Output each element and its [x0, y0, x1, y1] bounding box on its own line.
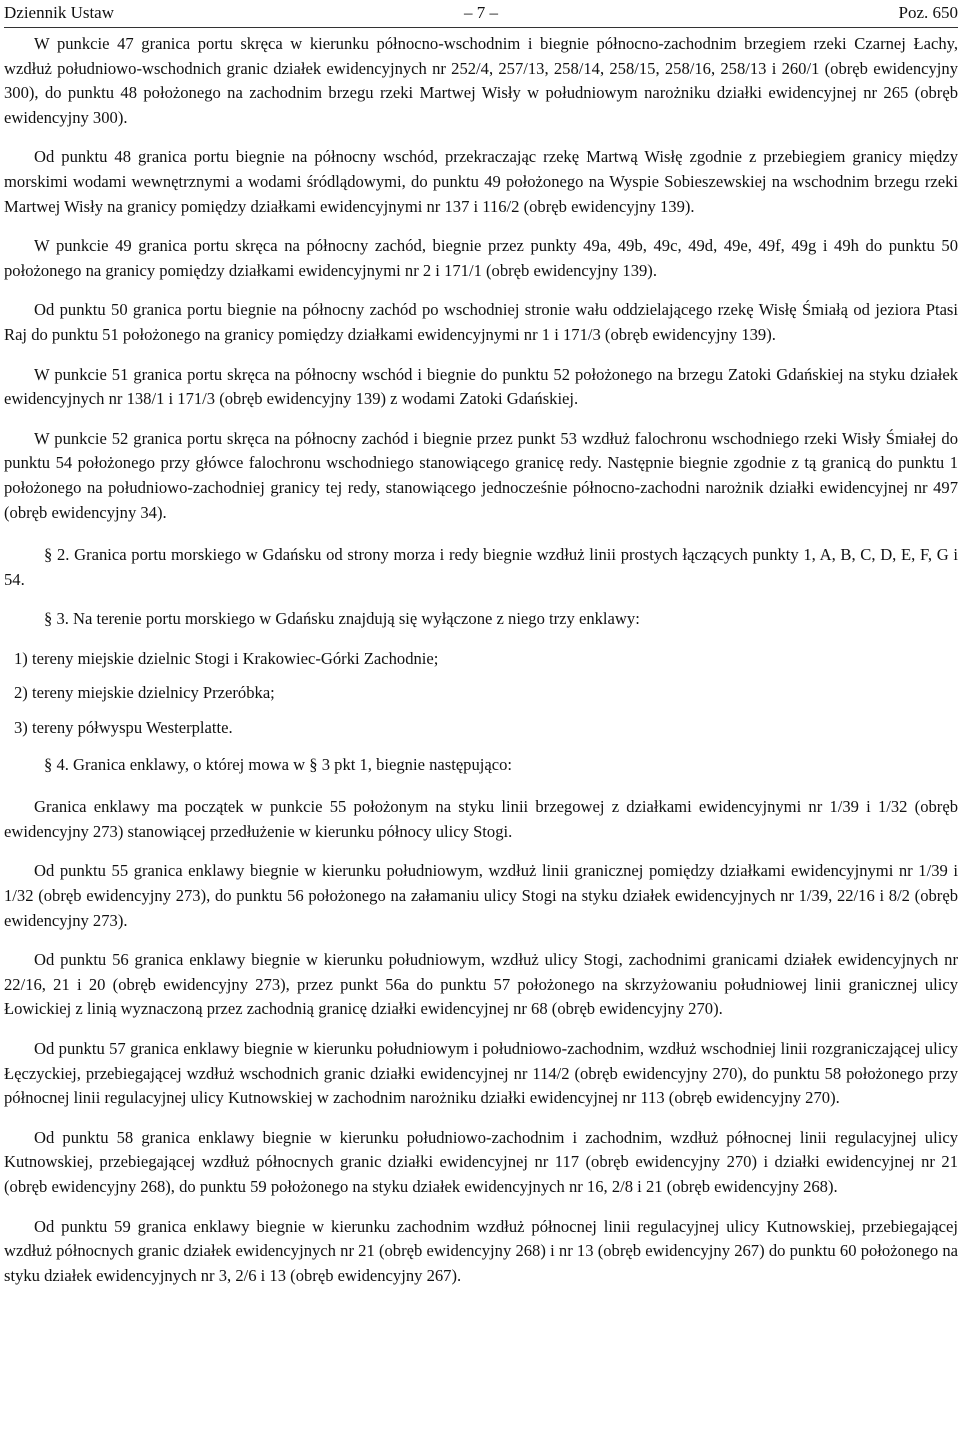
paragraph-point-47: W punkcie 47 granica portu skręca w kierunku północno-wschodnim i biegnie północno-zachodnim brzegiem rzeki Czarnej Łachy, wzdłuż południowo-wschodnich granic działek ewidencyjnych nr 252/4, 257/13, 258/14, 258/15, 258/16, 258/13 i 260/1 (obręb ewidencyjny 300), do punktu 48 położonego na zachodnim brzegu rzeki Martwej Wisły w południowym narożniku działki ewidencyjnej nr 265 (obręb ewidencyjny 300). — [4, 34, 958, 127]
paragraph-point-51: W punkcie 51 granica portu skręca na północny wschód i biegnie do punktu 52 położonego na brzegu Zatoki Gdańskiej na styku działek ewidencyjnych nr 138/1 i 171/3 (obręb ewidencyjny 139) z wodami Zatoki Gdańskiej. — [4, 364, 958, 409]
section-2: § 2. Granica portu morskiego w Gdańsku od strony morza i redy biegnie wzdłuż linii prostych łączących punkty 1, A, B, C, D, E, F, G i 54. — [4, 545, 958, 589]
paragraph-point-50: Od punktu 50 granica portu biegnie na północny zachód po wschodniej stronie wału oddzielającego rzekę Wisłę Śmiałą od jeziora Ptasi Raj do punktu 51 położonego na granicy pomiędzy działkami ewidencyjnymi nr 1 i 171/3 (obręb ewidencyjny 139). — [4, 300, 958, 344]
document-body — [4, 32, 958, 1288]
enclave-list — [4, 647, 958, 741]
enclave-paragraph-start: Granica enklawy ma początek w punkcie 55 położonym na styku linii brzegowej z działkami ewidencyjnymi nr 1/39 i 1/32 (obręb ewidencyjny 273) stanowiącej przedłużenie w kierunku północy ulicy Stogi. — [4, 797, 958, 841]
enclave-paragraph-point-56: Od punktu 56 granica enklawy biegnie w kierunku południowym, wzdłuż ulicy Stogi, zachodnimi granicami działek ewidencyjnych nr 22/16, 21 i 20 (obręb ewidencyjny 273), przez punkt 56a do punktu 57 położonego na skrzyżowaniu południowej linii granicznej ulicy Łowickiej z linią wyznaczoną przez zachodnią granicę działki ewidencyjnej nr 68 (obręb ewidencyjny 270). — [4, 950, 958, 1019]
paragraph-point-49: W punkcie 49 granica portu skręca na północny zachód, biegnie przez punkty 49a, 49b, 49c, 49d, 49e, 49f, 49g i 49h do punktu 50 położonego na granicy pomiędzy działkami ewidencyjnymi nr 2 i 171/1 (obręb ewidencyjny 139). — [4, 236, 958, 280]
enclave-paragraph-point-59: Od punktu 59 granica enklawy biegnie w kierunku zachodnim wzdłuż północnej linii regulacyjnej ulicy Kutnowskiej, przebiegającej wzdłuż północnych granic działek ewidencyjnych nr 21 (obręb ewidencyjny 268) i nr 13 (obręb ewidencyjny 267) do punktu 60 położonego na styku działek ewidencyjnych nr 3, 2/6 i 13 (obręb ewidencyjny 267). — [4, 1216, 958, 1285]
paragraph-point-48: Od punktu 48 granica portu biegnie na północny wschód, przekraczając rzekę Martwą Wisłę zgodnie z przebiegiem granicy między morskimi wodami wewnętrznymi a wodami śródlądowymi, do punktu 49 położonego na Wyspie Sobieszewskiej na wschodnim brzegu rzeki Martwej Wisły na granicy pomiędzy działkami ewidencyjnymi nr 137 i 116/2 (obręb ewidencyjny 139). — [4, 147, 958, 216]
document-page — [4, 0, 958, 1303]
paragraph-point-52: W punkcie 52 granica portu skręca na północny zachód i biegnie przez punkt 53 wzdłuż falochronu wschodniego rzeki Wisły Śmiałej do punktu 54 położonego przy główce falochronu wschodniego stanowiącego granicę redy. Następnie biegnie zgodnie z tą granicą do punktu 1 położonego na południowo-zachodniej granicy tej redy, stanowiącego jednocześnie północno-zachodni narożnik działki ewidencyjnej nr 497 (obręb ewidencyjny 34). — [4, 428, 958, 522]
position-number: Poz. 650 — [898, 3, 958, 22]
journal-title: Dziennik Ustaw — [4, 3, 115, 22]
enclave-paragraph-point-58: Od punktu 58 granica enklawy biegnie w kierunku południowo-zachodnim i zachodnim, wzdłuż północnej linii regulacyjnej ulicy Kutnowskiej, przebiegającej wzdłuż północnych granic działki ewidencyjnej nr 117 (obręb ewidencyjny 270) i działki ewidencyjnej nr 21 (obręb ewidencyjny 268), do punktu 59 położonego na styku działek ewidencyjnych nr 16, 2/8 i 21 (obręb ewidencyjny 268). — [4, 1127, 958, 1196]
header-rule — [4, 27, 958, 28]
list-item: 3) tereny półwyspu Westerplatte. — [14, 718, 233, 738]
section-3: § 3. Na terenie portu morskiego w Gdańsku znajdują się wyłączone z niego trzy enklawy: — [44, 609, 640, 629]
list-item: 2) tereny miejskie dzielnicy Przeróbka; — [14, 683, 275, 703]
enclave-paragraph-point-55: Od punktu 55 granica enklawy biegnie w kierunku południowym, wzdłuż linii granicznej pomiędzy działkami ewidencyjnymi nr 1/39 i 1/32 (obręb ewidencyjny 273), do punktu 56 położonego na załamaniu ulicy Stogi na styku działek ewidencyjnych nr 1/39, 22/16 i 8/2 (obręb ewidencyjny 273). — [4, 861, 958, 930]
section-4: § 4. Granica enklawy, o której mowa w § 3 pkt 1, biegnie następująco: — [44, 754, 513, 774]
list-item: 1) tereny miejskie dzielnic Stogi i Krakowiec-Górki Zachodnie; — [14, 648, 439, 668]
page-header — [4, 0, 958, 26]
page-number: – 7 – — [464, 3, 498, 22]
enclave-paragraph-point-57: Od punktu 57 granica enklawy biegnie w kierunku południowym i południowo-zachodnim, wzdłuż wschodniej linii rozgraniczającej ulicy Łęczyckiej, przebiegającej wzdłuż wschodnich granic działki ewidencyjnej nr 114/2 (obręb ewidencyjny 270), do punktu 58 położonego przy północnej linii regulacyjnej ulicy Kutnowskiej w zachodnim narożniku działki ewidencyjnej nr 113 (obręb ewidencyjny 270). — [4, 1039, 958, 1108]
